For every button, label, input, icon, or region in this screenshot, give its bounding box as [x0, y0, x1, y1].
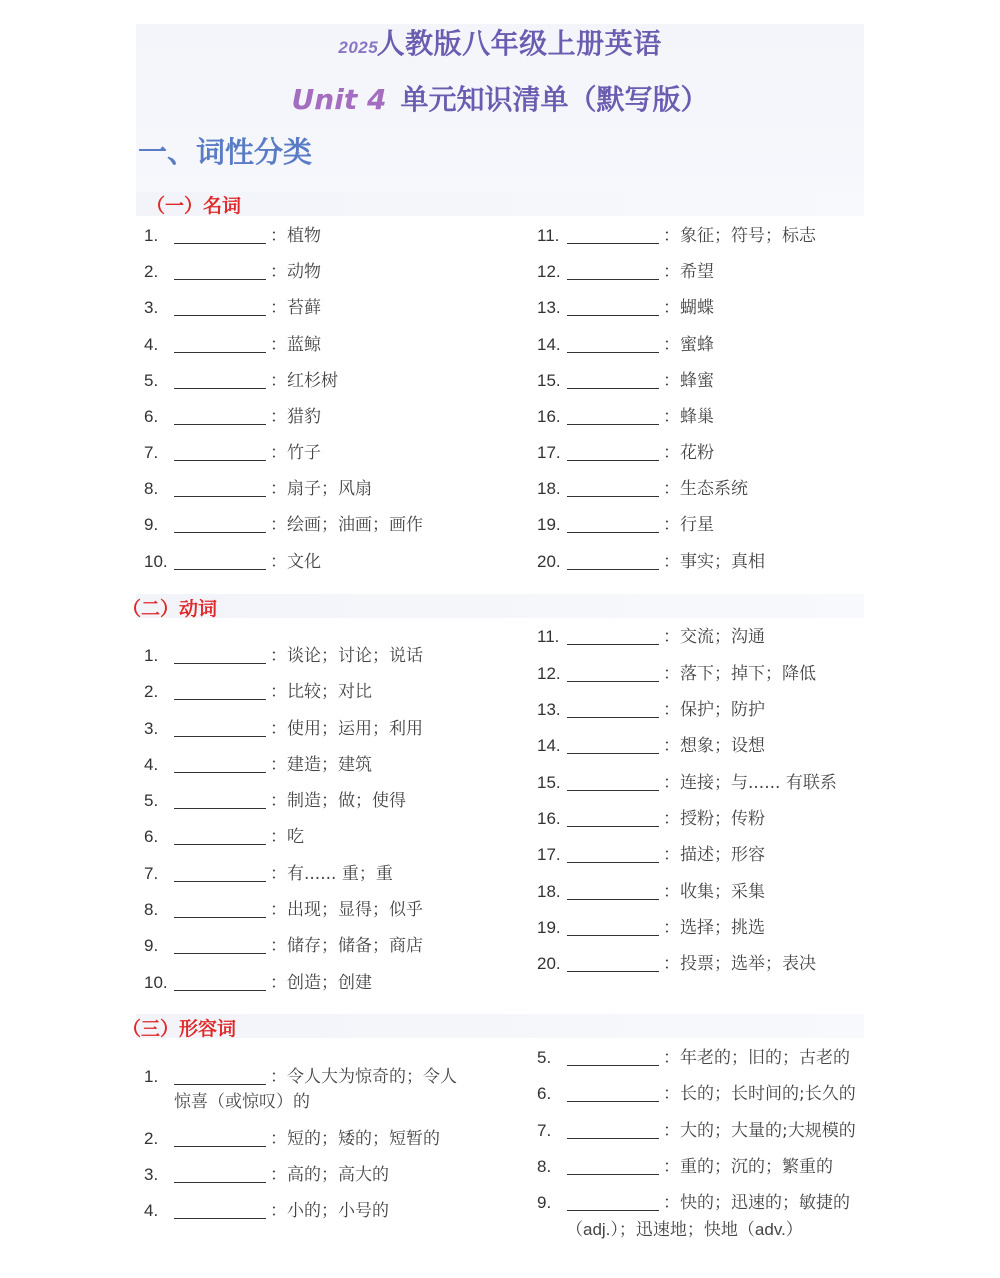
- adjective-item: 6. ：长的；长时间的;长久的: [537, 1084, 856, 1104]
- noun-item: 16. ：蜂巢: [537, 407, 714, 427]
- answer-blank[interactable]: [567, 1192, 659, 1211]
- answer-blank[interactable]: [174, 1066, 266, 1085]
- answer-blank[interactable]: [174, 297, 266, 316]
- answer-blank[interactable]: [174, 225, 266, 244]
- adjective-item: 8. ：重的；沉的；繁重的: [537, 1157, 833, 1177]
- answer-blank[interactable]: [567, 699, 659, 718]
- answer-blank[interactable]: [567, 844, 659, 863]
- answer-blank[interactable]: [567, 370, 659, 389]
- noun-item: 3. ：苔藓: [144, 298, 321, 318]
- answer-blank[interactable]: [174, 514, 266, 533]
- answer-blank[interactable]: [174, 972, 266, 991]
- adjective-item: 9. ：快的；迅速的；敏捷的: [537, 1193, 850, 1213]
- document-title: [0, 22, 1000, 62]
- verb-item: 3. ：使用；运用；利用: [144, 719, 423, 739]
- noun-item: 12. ：希望: [537, 262, 714, 282]
- verb-item: 11. ：交流；沟通: [537, 627, 765, 647]
- noun-item: 10. ：文化: [144, 552, 321, 572]
- answer-blank[interactable]: [567, 406, 659, 425]
- answer-blank[interactable]: [174, 1200, 266, 1219]
- answer-blank[interactable]: [174, 935, 266, 954]
- noun-item: 8. ：扇子；风扇: [144, 479, 372, 499]
- answer-blank[interactable]: [567, 261, 659, 280]
- noun-item: 7. ：竹子: [144, 443, 321, 463]
- heading-verbs: （二）动词: [122, 598, 218, 620]
- answer-blank[interactable]: [174, 718, 266, 737]
- adjective-item: 1. ：令人大为惊奇的；令人: [144, 1067, 457, 1087]
- noun-item: 4. ：蓝鲸: [144, 335, 321, 355]
- adjective-item-continuation: （adj.）；迅速地；快地（adv.）: [566, 1220, 803, 1240]
- answer-blank[interactable]: [567, 626, 659, 645]
- answer-blank[interactable]: [567, 551, 659, 570]
- answer-blank[interactable]: [567, 1156, 659, 1175]
- answer-blank[interactable]: [567, 917, 659, 936]
- answer-blank[interactable]: [567, 225, 659, 244]
- noun-item: 19. ：行星: [537, 515, 714, 535]
- answer-blank[interactable]: [174, 478, 266, 497]
- answer-blank[interactable]: [174, 551, 266, 570]
- noun-item: 9. ：绘画；油画；画作: [144, 515, 423, 535]
- answer-blank[interactable]: [567, 663, 659, 682]
- answer-blank[interactable]: [174, 754, 266, 773]
- verb-item: 4. ：建造；建筑: [144, 755, 372, 775]
- verb-item: 20. ：投票；选举；表决: [537, 954, 816, 974]
- verb-item: 13. ：保护；防护: [537, 700, 765, 720]
- heading-adjectives: （三）形容词: [122, 1018, 237, 1040]
- answer-blank[interactable]: [567, 1120, 659, 1139]
- adjective-item: 5. ：年老的；旧的；古老的: [537, 1048, 850, 1068]
- answer-blank[interactable]: [174, 261, 266, 280]
- verb-item: 9. ：储存；储备；商店: [144, 936, 423, 956]
- verb-item: 7. ：有...... 重；重: [144, 864, 393, 884]
- answer-blank[interactable]: [567, 808, 659, 827]
- answer-blank[interactable]: [567, 881, 659, 900]
- noun-item: 20. ：事实；真相: [537, 552, 765, 572]
- answer-blank[interactable]: [174, 1164, 266, 1183]
- answer-blank[interactable]: [567, 772, 659, 791]
- verb-item: 1. ：谈论；讨论；说话: [144, 646, 423, 666]
- verb-item: 19. ：选择；挑选: [537, 918, 765, 938]
- answer-blank[interactable]: [567, 478, 659, 497]
- adjective-item: 2. ：短的；矮的；短暂的: [144, 1129, 440, 1149]
- adjective-item: 7. ：大的；大量的;大规模的: [537, 1121, 856, 1141]
- verb-item: 6. ：吃: [144, 827, 304, 847]
- verb-item: 17. ：描述；形容: [537, 845, 765, 865]
- adjective-item-continuation: 惊喜（或惊叹）的: [174, 1092, 310, 1112]
- answer-blank[interactable]: [567, 442, 659, 461]
- answer-blank[interactable]: [567, 514, 659, 533]
- noun-item: 1. ：植物: [144, 226, 321, 246]
- unit-label: Unit 4: [291, 83, 387, 116]
- heading-band-verbs: [136, 594, 864, 618]
- answer-blank[interactable]: [174, 826, 266, 845]
- answer-blank[interactable]: [174, 863, 266, 882]
- heading-nouns: （一）名词: [146, 195, 242, 217]
- answer-blank[interactable]: [174, 681, 266, 700]
- answer-blank[interactable]: [567, 297, 659, 316]
- answer-blank[interactable]: [567, 334, 659, 353]
- answer-blank[interactable]: [567, 1083, 659, 1102]
- verb-item: 2. ：比较；对比: [144, 682, 372, 702]
- document-subtitle: [0, 78, 1000, 118]
- verb-item: 10. ：创造；创建: [144, 973, 372, 993]
- noun-item: 14. ：蜜蜂: [537, 335, 714, 355]
- answer-blank[interactable]: [174, 406, 266, 425]
- adjective-item: 3. ：高的；高大的: [144, 1165, 389, 1185]
- noun-item: 18. ：生态系统: [537, 479, 748, 499]
- verb-item: 16. ：授粉；传粉: [537, 809, 765, 829]
- answer-blank[interactable]: [174, 442, 266, 461]
- verb-item: 18. ：收集；采集: [537, 882, 765, 902]
- answer-blank[interactable]: [567, 735, 659, 754]
- answer-blank[interactable]: [174, 790, 266, 809]
- noun-item: 15. ：蜂蜜: [537, 371, 714, 391]
- answer-blank[interactable]: [567, 1047, 659, 1066]
- verb-item: 5. ：制造；做；使得: [144, 791, 406, 811]
- heading-band-nouns: [136, 192, 864, 216]
- answer-blank[interactable]: [174, 370, 266, 389]
- verb-item: 14. ：想象；设想: [537, 736, 765, 756]
- title-year: 2025: [338, 38, 379, 57]
- answer-blank[interactable]: [174, 334, 266, 353]
- noun-item: 17. ：花粉: [537, 443, 714, 463]
- noun-item: 13. ：蝴蝶: [537, 298, 714, 318]
- noun-item: 11. ：象征；符号；标志: [537, 226, 816, 246]
- heading-band-adjectives: [136, 1014, 864, 1038]
- answer-blank[interactable]: [567, 953, 659, 972]
- noun-item: 5. ：红杉树: [144, 371, 338, 391]
- verb-item: 8. ：出现；显得；似乎: [144, 900, 423, 920]
- noun-item: 6. ：猎豹: [144, 407, 321, 427]
- verb-item: 12. ：落下；掉下；降低: [537, 664, 816, 684]
- adjective-item: 4. ：小的；小号的: [144, 1201, 389, 1221]
- subtitle-text: 单元知识清单（默写版）: [400, 83, 709, 116]
- answer-blank[interactable]: [174, 645, 266, 664]
- verb-item: 15. ：连接；与...... 有联系: [537, 773, 837, 793]
- answer-blank[interactable]: [174, 1128, 266, 1147]
- noun-item: 2. ：动物: [144, 262, 321, 282]
- answer-blank[interactable]: [174, 899, 266, 918]
- section-title-word-class: 一、词性分类: [138, 135, 313, 169]
- title-main: 人教版八年级上册英语: [376, 27, 662, 60]
